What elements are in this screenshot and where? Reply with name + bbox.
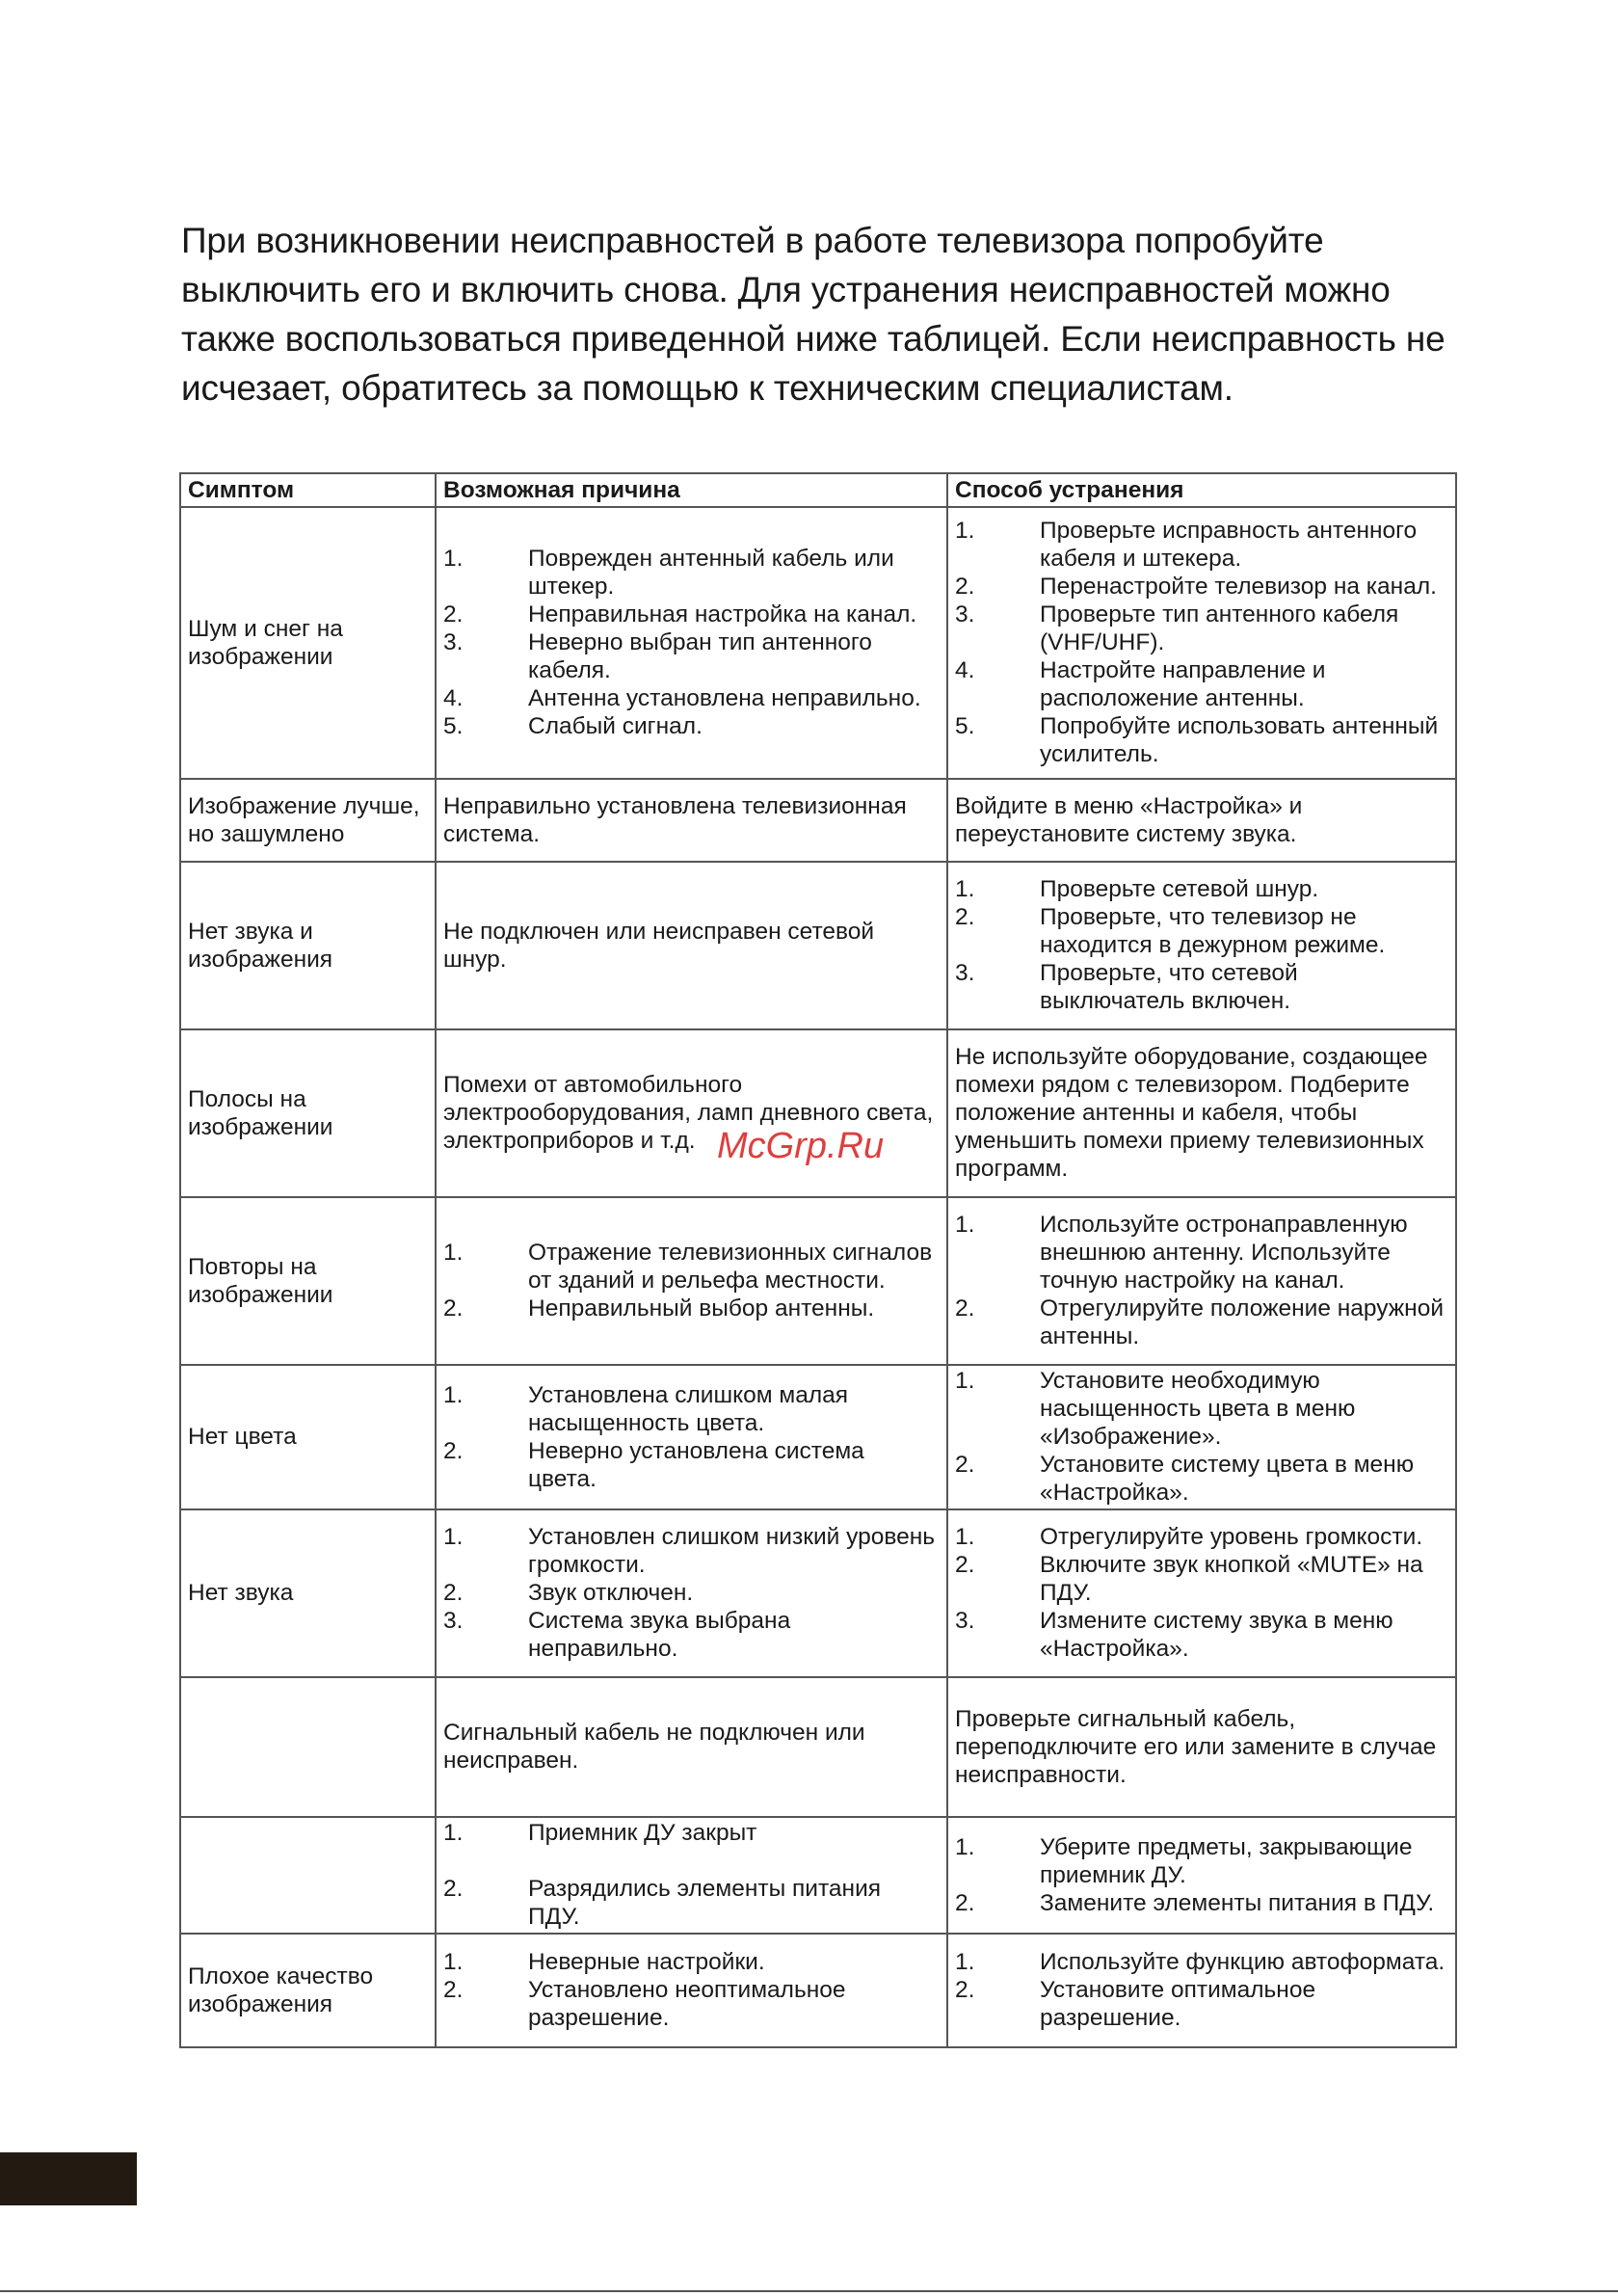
symptom-cell: Плохое качество изображения: [180, 1934, 436, 2047]
table-row: [180, 1817, 1456, 1934]
cause-cell: Не подключен или неисправен сетевой шнур.: [436, 862, 947, 1029]
table-row: [180, 1934, 1456, 2047]
header-symptom: Симптом: [180, 473, 436, 507]
troubleshooting-table: [179, 472, 1457, 2048]
cause-cell: 1. Установлен слишком низкий уровень громкости. 2. Звук отключен. 3. Система звука выбрана неправильно.: [436, 1509, 947, 1677]
symptom-cell: Полосы на изображении: [180, 1029, 436, 1197]
fix-cell: Проверьте сигнальный кабель, переподключите его или замените в случае неисправности.: [947, 1677, 1456, 1817]
fix-cell: Не используйте оборудование, создающее помехи рядом с телевизором. Подберите положение антенны и кабеля, чтобы уменьшить помехи приему телевизионных программ.: [947, 1029, 1456, 1197]
cause-cell: 1. Установлена слишком малая насыщенность цвета. 2. Неверно установлена система цвета.: [436, 1365, 947, 1509]
header-fix: Способ устранения: [947, 473, 1456, 507]
symptom-cell: Нет цвета: [180, 1365, 436, 1509]
table-row: [180, 1197, 1456, 1365]
table-row: [180, 1365, 1456, 1509]
fix-cell: 1. Уберите предметы, закрывающие приемник ДУ. 2. Замените элементы питания в ПДУ.: [947, 1817, 1456, 1934]
fix-cell: 1. Используйте функцию автоформата. 2. Установите оптимальное разрешение.: [947, 1934, 1456, 2047]
cause-cell: Помехи от автомобильного электрооборудования, ламп дневного света, электроприборов и т.д.: [436, 1029, 947, 1197]
fix-cell: 1. Установите необходимую насыщенность цвета в меню «Изображение». 2. Установите систему цвета в меню «Настройка».: [947, 1365, 1456, 1509]
table-row: [180, 507, 1456, 779]
symptom-cell: [180, 1677, 436, 1817]
cause-cell: 1. Неверные настройки. 2. Установлено неоптимальное разрешение.: [436, 1934, 947, 2047]
table-row: [180, 1509, 1456, 1677]
table-row: [180, 1677, 1456, 1817]
bottom-divider: [0, 2290, 1618, 2292]
fix-cell: Войдите в меню «Настройка» и переустановите систему звука.: [947, 779, 1456, 862]
table-row: [180, 1029, 1456, 1197]
symptom-cell: [180, 1817, 436, 1934]
header-cause: Возможная причина: [436, 473, 947, 507]
symptom-cell: Нет звука: [180, 1509, 436, 1677]
table-header-row: [180, 473, 1456, 507]
table-row: [180, 862, 1456, 1029]
fix-cell: 1. Проверьте сетевой шнур. 2. Проверьте, что телевизор не находится в дежурном режиме. 3. Проверьте, что сетевой выключатель включен.: [947, 862, 1456, 1029]
cause-cell: 1. Отражение телевизионных сигналов от зданий и рельефа местности. 2. Неправильный выбор антенны.: [436, 1197, 947, 1365]
cause-cell: Сигнальный кабель не подключен или неисправен.: [436, 1677, 947, 1817]
symptom-cell: Повторы на изображении: [180, 1197, 436, 1365]
cause-cell: 1. Приемник ДУ закрыт 2. Разрядились элементы питания ПДУ.: [436, 1817, 947, 1934]
fix-cell: 1. Отрегулируйте уровень громкости. 2. Включите звук кнопкой «MUTE» на ПДУ. 3. Измените систему звука в меню «Настройка».: [947, 1509, 1456, 1677]
cause-cell: Неправильно установлена телевизионная система.: [436, 779, 947, 862]
symptom-cell: Нет звука и изображения: [180, 862, 436, 1029]
page-corner-block: [0, 2152, 137, 2205]
symptom-cell: Изображение лучше, но зашумлено: [180, 779, 436, 862]
watermark: McGrp.Ru: [717, 1126, 885, 1166]
fix-cell: 1. Используйте остронаправленную внешнюю антенну. Используйте точную настройку на канал. 2. Отрегулируйте положение наружной антенны.: [947, 1197, 1456, 1365]
intro-paragraph: При возникновении неисправностей в работе телевизора попробуйте выключить его и включить снова. Для устранения неисправностей можно также воспользоваться приведенной ниже таблицей. Если неисправность не исчезает, обратитесь за помощью к техническим специалистам.: [181, 221, 1446, 408]
cause-cell: 1. Поврежден антенный кабель или штекер. 2. Неправильная настройка на канал. 3. Неверно выбран тип антенного кабеля. 4. Антенна установлена неправильно. 5. Слабый сигнал.: [436, 507, 947, 779]
symptom-cell: Шум и снег на изображении: [180, 507, 436, 779]
table-row: [180, 779, 1456, 862]
fix-cell: 1. Проверьте исправность антенного кабеля и штекера. 2. Перенастройте телевизор на канал. 3. Проверьте тип антенного кабеля (VHF/UHF). 4. Настройте направление и расположение антенны. 5. Попробуйте использовать антенный усилитель.: [947, 507, 1456, 779]
